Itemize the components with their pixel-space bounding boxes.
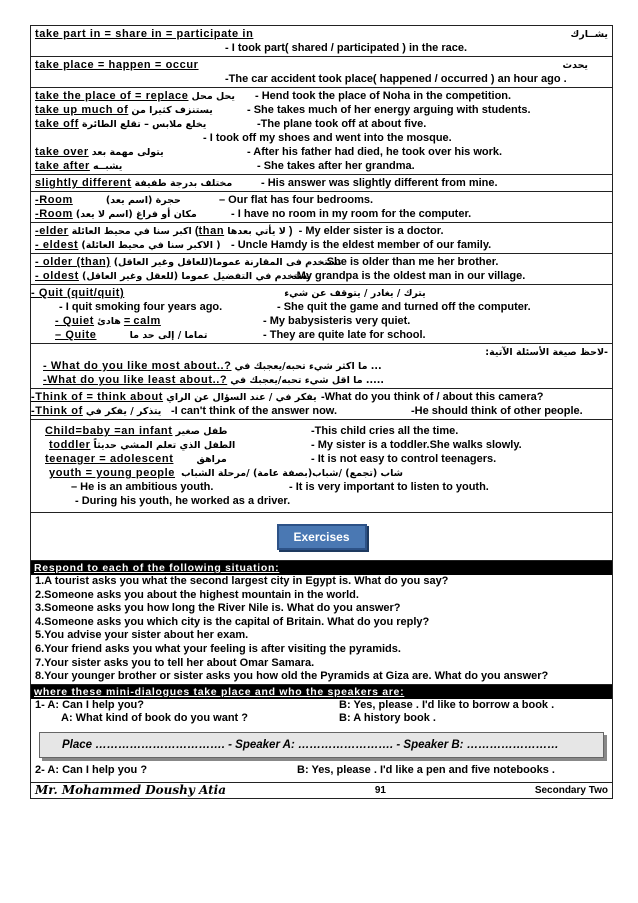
term: take after [35,160,90,172]
place-speaker-answer-box[interactable] [39,732,604,758]
exercise-heading: where these mini-dialogues take place and who the speakers are: [31,685,612,699]
example: - My babysisteris very quiet. [263,315,411,327]
arabic-meaning: تماما / إلى حد ما [129,330,208,341]
term: youth = young people [49,467,175,479]
page [30,25,613,799]
arabic-meaning: طفل صغير [175,426,228,437]
question: 8.Your younger brother or sister asks you how old the Pyramids at Giza are. What do you answer? [35,670,549,683]
exercise-situations [30,560,613,684]
term: -Room [35,194,73,206]
arabic-meaning: يترك / يغادر / يتوقف عن شيء [284,287,426,299]
question: 5.You advise your sister about her exam. [35,629,249,642]
exercises-banner: Exercises [277,524,367,550]
dialogue-line: 1- A: Can I help you? [35,698,144,711]
example: - I quit smoking four years ago. [59,301,223,313]
dialogue-line: 2- A: Can I help you ? [35,763,148,776]
term: – Quite [55,329,97,341]
term: take the place of = replace [35,90,189,102]
term: - oldest [35,270,79,282]
vocab-think-of [30,388,613,419]
vocab-take-place [30,56,613,87]
vocab-take-phrases [30,87,613,174]
example: -My grandpa is the oldest man in our village. [293,270,526,282]
arabic-meaning: يحل محل [191,91,235,102]
arabic-meaning: ما اكثر شيء تحبه/يعجبك في ... [234,360,382,372]
term: -Think of = think about [31,391,164,403]
note-heading: :لاحظ صيغة الأسئلة الآتية- [485,346,608,358]
question: 6.Your friend asks you what your feeling is after visiting the pyramids. [35,642,401,655]
arabic-meaning: هادئ [97,316,121,327]
vocab-ages [30,419,613,512]
term: -What do you like least about..? [43,374,228,386]
example: - After his father had died, he took over his work. [247,146,503,158]
arabic-meaning: اكبر سنا في محيط العائلة [71,225,192,237]
than-word: than [198,225,225,237]
example: -This child cries all the time. [311,425,459,437]
term: take place = happen = occur [35,59,199,71]
example: - She quit the game and turned off the computer. [277,301,531,313]
question: 1.A tourist asks you what the second largest city in Egypt is. What do you say? [35,575,449,587]
vocab-slightly-different [30,174,613,191]
example: - My sister is a toddler.She walks slowly. [311,439,522,451]
arabic-meaning: حجرة (اسم يعد) [105,195,181,206]
term: - Quiet [55,315,95,327]
arabic-meaning: يتذكر / يفكر في [85,406,162,417]
arabic-meaning: مكان أو فراغ (اسم لا يعد) [75,209,197,220]
vocab-take-part-in [30,25,613,56]
dialogue-line: B: Yes, please . I'd like a pen and five notebooks . [297,763,555,776]
arabic-meaning: يشبــه [92,161,123,172]
arabic-meaning: يستنزف كثيرا من [131,105,213,116]
arabic-meaning: يتولى مهمة بعد [91,147,164,158]
example: – He is an ambitious youth. [71,481,214,493]
example: - She is older than me her brother. [320,256,499,268]
question: 3.Someone asks you how long the River Nile is. What do you answer? [35,602,401,615]
term: - Quit (quit/quit) [31,287,125,299]
exercise-heading: Respond to each of the following situation: [31,561,612,575]
arabic-meaning: يحدث [562,59,588,71]
example: - I took off my shoes and went into the mosque. [203,132,452,144]
example: - It is very important to listen to youth. [289,481,489,493]
exercise-dialogues [30,684,613,799]
arabic-meaning: الطفل الذي تعلم المشي حديثاً [93,440,236,451]
example: - My elder sister is a doctor. [298,225,444,237]
term: -Room [35,208,73,220]
question: 2.Someone asks you about the highest mountain in the world. [35,588,359,601]
term: - What do you like most about..? [43,360,232,372]
vocab-question-forms [30,343,613,388]
footer [31,782,612,798]
term: toddler [49,439,91,451]
example: - She takes much of her energy arguing with students. [247,104,531,116]
arabic-meaning: تستخدم فى المقارنة عموما(للعاقل وغير العاقل) [113,257,342,268]
term: take part in = share in = participate in [35,28,254,40]
example: -The plane took off at about five. [257,118,427,130]
term: -elder [35,225,69,237]
example: - His answer was slightly different from mine. [261,177,498,189]
arabic-meaning: (تستخدم في التفضيل عموما (للعقل وغير العاقل [81,271,312,282]
vocab-older-oldest [30,253,613,284]
term: take up much of [35,104,129,116]
vocab-quit-quiet-quite [30,284,613,343]
level-label: Secondary Two [534,784,608,796]
vocab-elder-eldest: -elder اكبر سنا في محيط العائلة ( than لا يأتي بعدها ) - My elder sister is a doctor. - eldest (الاكبر سنا في محيط العائلة ) - Uncle Hamdy is the eldest member of our family. [30,222,613,253]
term: slightly different [35,177,132,189]
author-signature: Mr. Mohammed Doushy Atia [35,783,226,798]
arabic-meaning: يشــارك [570,28,608,40]
arabic-meaning: مختلف بدرجة طفيفة [134,178,233,189]
vocab-room [30,191,613,222]
example: - I took part( shared / participated ) in the race. [225,42,468,54]
arabic-note: لا يأتي بعدها [227,225,286,237]
arabic-meaning: مراهق [196,454,227,465]
dialogue-line: B: Yes, please . I'd like to borrow a book . [339,698,555,711]
term: - eldest [35,239,79,251]
term: teenager = adolescent [45,453,174,465]
example: -He should think of other people. [411,405,583,417]
example: – Our flat has four bedrooms. [219,194,374,206]
place-line: Place ……………………………. - Speaker A: ……………………. - Speaker B: …………………… [62,738,559,751]
arabic-meaning: شاب (تجمع) /شباب(بصفة عامة) /مرحلة الشباب [181,467,404,479]
question: 4.Someone asks you which city is the capital of Britain. What do you reply? [35,615,430,628]
term: Child=baby =an infant [45,425,173,437]
term: - older (than) [35,256,111,268]
term: take off [35,118,79,130]
example: - They are quite late for school. [263,329,426,341]
example: - Uncle Hamdy is the eldest member of our family. [231,239,492,251]
term: -Think of [31,405,83,417]
dialogue-line: B: A history book . [339,712,436,725]
example: - It is not easy to control teenagers. [311,453,497,465]
example: - Hend took the place of Noha in the competition. [255,90,512,102]
term: take over [35,146,89,158]
example: -The car accident took place( happened / occurred ) an hour ago . [225,73,567,85]
arabic-meaning: (الاكبر سنا في محيط العائلة ) [81,240,221,251]
example: - I have no room in my room for the computer. [231,208,472,220]
example: - During his youth, he worked as a driver. [75,495,291,507]
example: -I can't think of the answer now. [171,405,337,417]
example: - She takes after her grandma. [257,160,415,172]
page-number: 91 [374,784,386,796]
arabic-meaning: يفكر في / عند السؤال عن الراي [166,392,317,403]
exercises-banner-area [30,512,613,560]
arabic-meaning: يخلع ملابس – تقلع الطائرة [81,119,207,130]
question: 7.Your sister asks you to tell her about Omar Samara. [35,656,315,669]
arabic-meaning: ما اقل شيء تحبه/يعجبك في ..... [230,374,384,386]
example: -What do you think of / about this camera? [321,391,544,403]
synonym: = calm [123,315,161,327]
dialogue-line: A: What kind of book do you want ? [61,712,248,725]
